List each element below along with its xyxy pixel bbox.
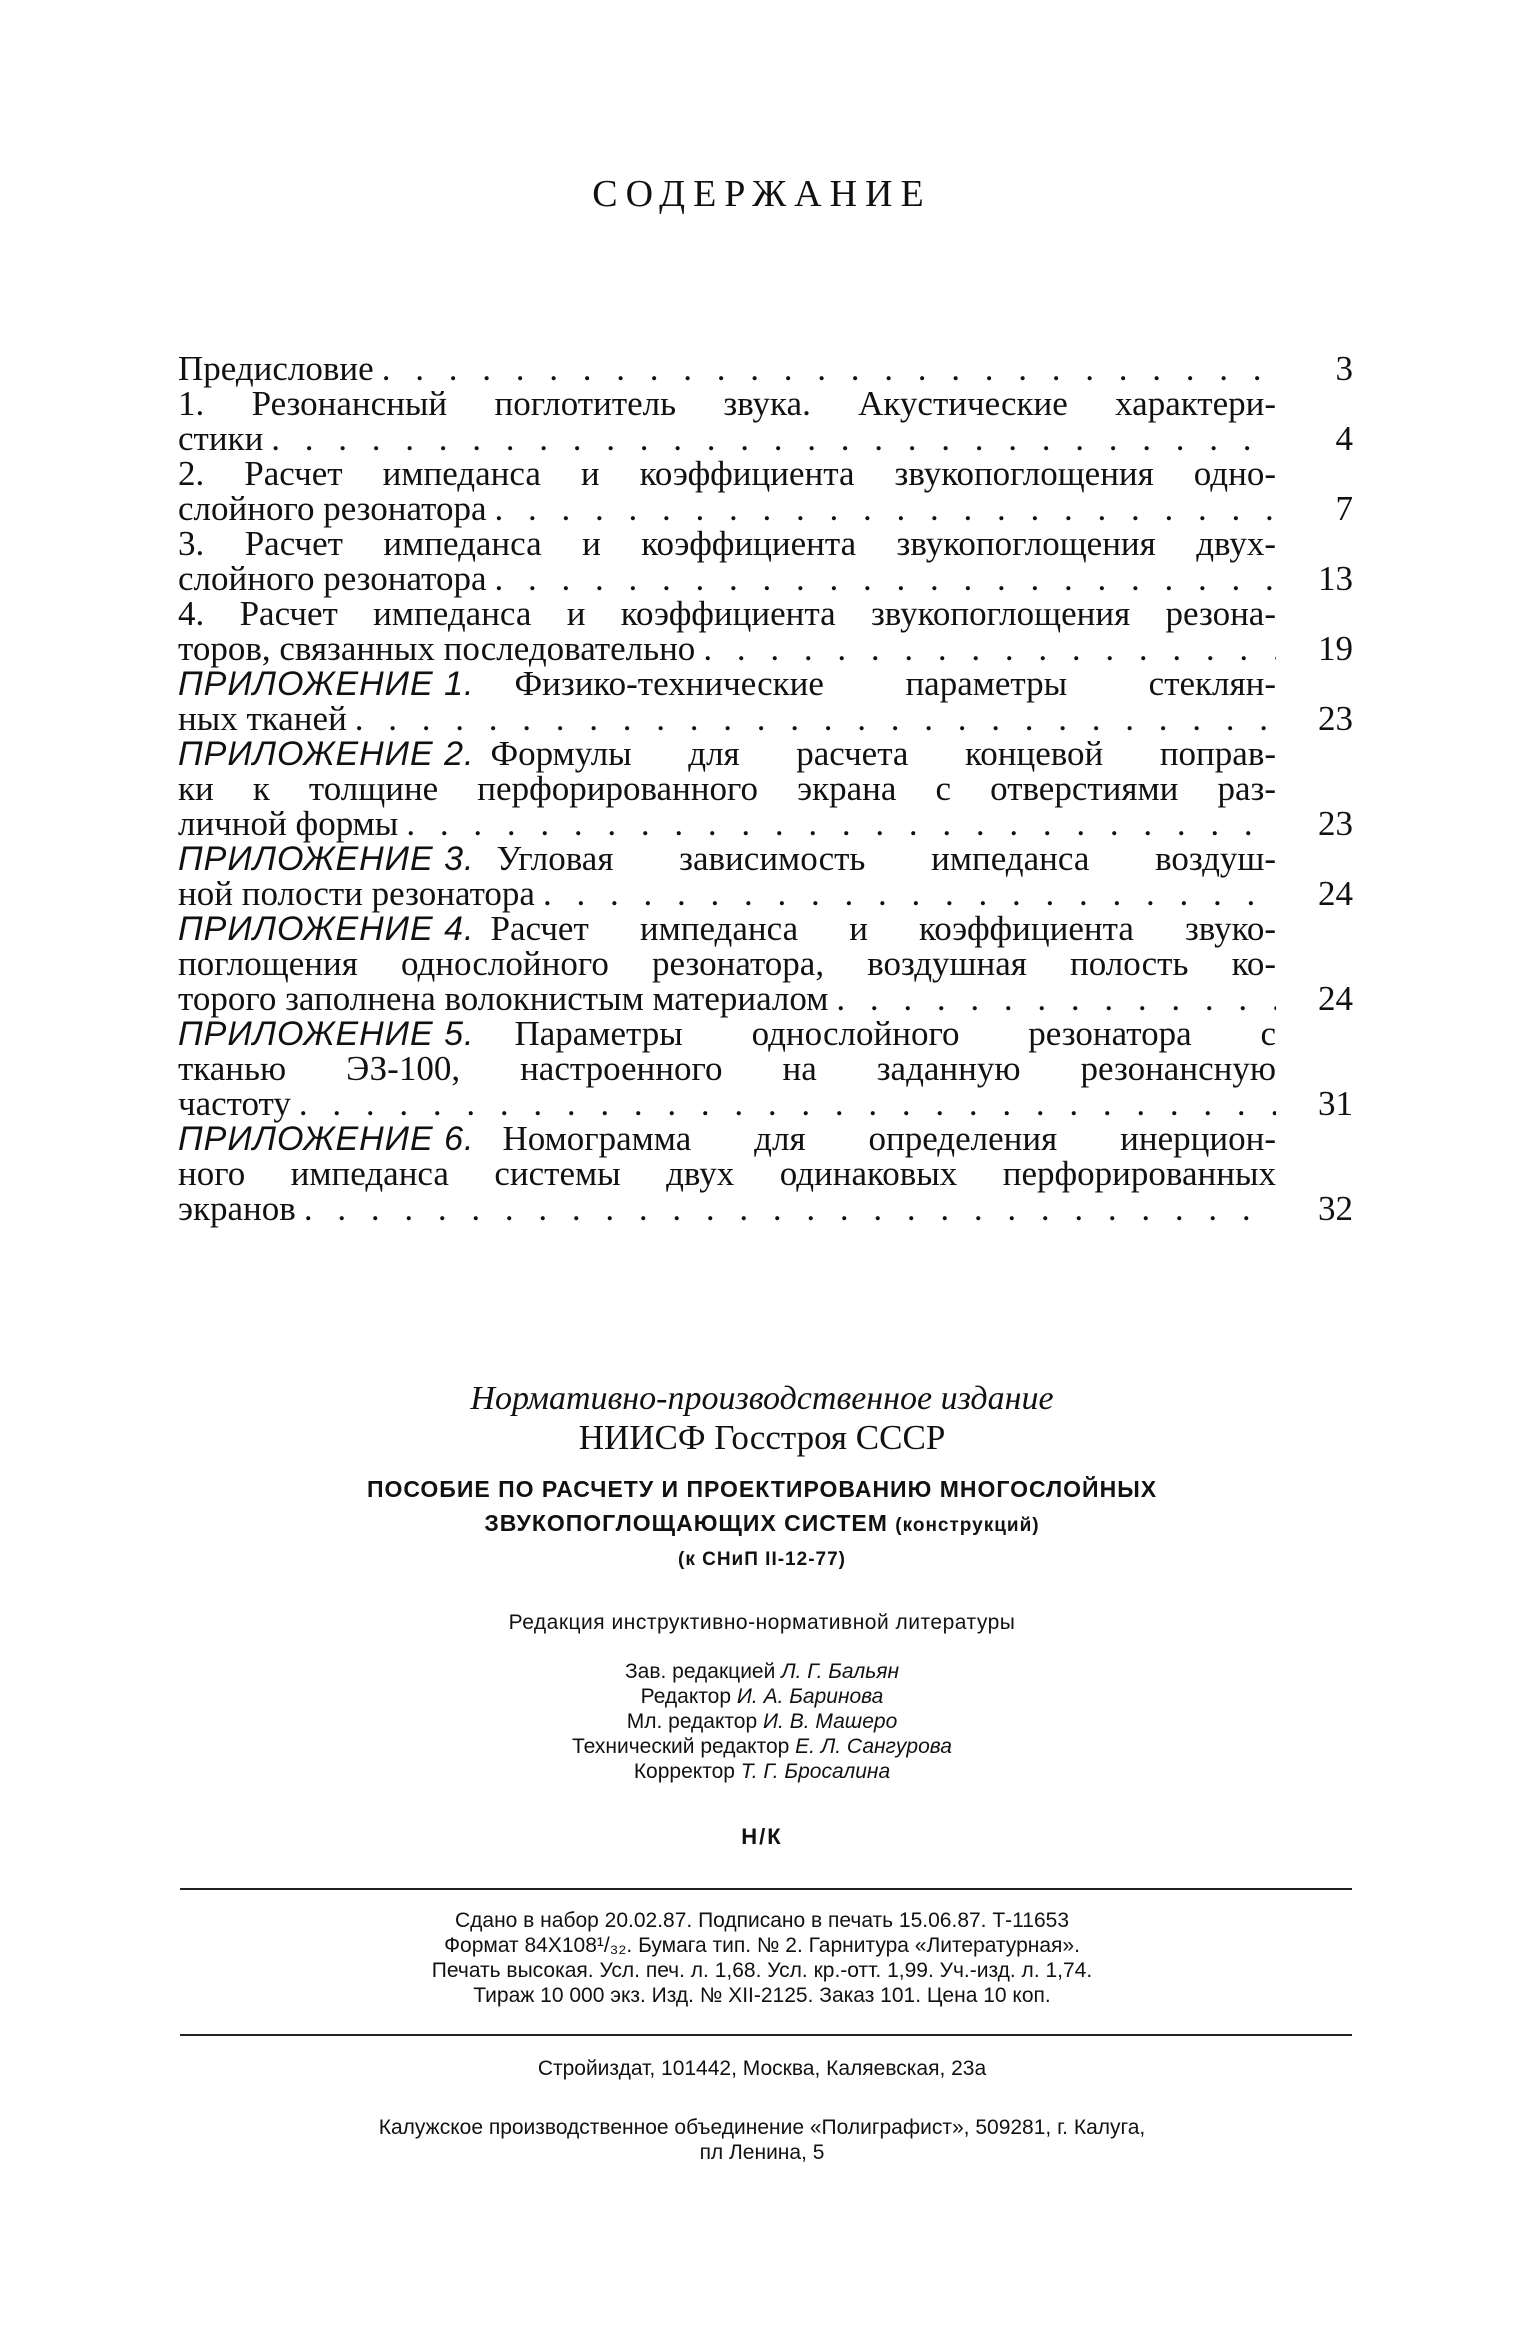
toc-entry-text: 3. Расчет импеданса и коэффициента звукопоглощения двух-	[178, 524, 1276, 563]
toc-entry-text: частоту	[178, 1084, 291, 1123]
toc-entry-2	[178, 456, 1353, 526]
staff-list	[0, 1659, 1524, 1784]
leader-dots	[703, 631, 1276, 666]
toc-entry-text: Расчет импеданса и коэффициента звуко-	[490, 909, 1276, 948]
toc-page-number: 7	[1335, 489, 1353, 528]
leader-dots	[495, 491, 1276, 526]
appendix-label: ПРИЛОЖЕНИЕ 4.	[178, 910, 475, 948]
leader-dots	[495, 561, 1276, 596]
book-title-line-2-suffix: (конструкций)	[895, 1515, 1040, 1536]
staff-row: Редактор И. А. Баринова	[640, 1685, 884, 1708]
toc-entry-appendix-3	[178, 841, 1353, 911]
book-title	[0, 1472, 1524, 1577]
organization: НИИСФ Госстроя СССР	[578, 1418, 946, 1457]
toc-page-number: 23	[1318, 699, 1353, 738]
toc-entry-4	[178, 596, 1353, 666]
toc-entry-text: 1. Резонансный поглотитель звука. Акустические характери-	[178, 384, 1276, 423]
toc-entry-text: Физико-технические параметры стеклян-	[514, 664, 1276, 703]
book-title-line-3: (к СНиП II-12-77)	[678, 1549, 846, 1570]
toc-heading: СОДЕРЖАНИЕ	[592, 173, 932, 215]
toc-entry-text: слойного резонатора	[178, 489, 487, 528]
output-data-line: Печать высокая. Усл. печ. л. 1,68. Усл. кр.-отт. 1,99. Уч.-изд. л. 1,74.	[431, 1959, 1093, 1982]
toc-page-number: 24	[1318, 979, 1353, 1018]
toc-entry-text: Предисловие	[178, 349, 374, 388]
table-of-contents	[178, 351, 1353, 1226]
book-title-line-2: ЗВУКОПОГЛОЩАЮЩИХ СИСТЕМ	[484, 1510, 888, 1536]
toc-entry-text: ной полости резонатора	[178, 874, 535, 913]
edition-type: Нормативно-производственное издание	[470, 1380, 1054, 1417]
toc-entry-text: слойного резонатора	[178, 559, 487, 598]
toc-entry-appendix-6	[178, 1121, 1353, 1226]
toc-page-number: 24	[1318, 874, 1353, 913]
output-data-line: Формат 84X108¹/₃₂. Бумага тип. № 2. Гарнитура «Литературная».	[444, 1934, 1080, 1957]
toc-entry-text: Параметры однослойного резонатора с	[514, 1014, 1276, 1053]
nk-mark: Н/К	[741, 1824, 783, 1849]
staff-row: Мл. редактор И. В. Машеро	[626, 1710, 898, 1733]
toc-entry-text: ного импеданса системы двух одинаковых перфорированных	[178, 1154, 1276, 1193]
toc-entry-text: личной формы	[178, 804, 399, 843]
divider-bottom	[180, 2034, 1352, 2036]
toc-entry-appendix-1	[178, 666, 1353, 736]
toc-entry-text: ки к толщине перфорированного экрана с отверстиями раз-	[178, 769, 1276, 808]
toc-entry-text: Номограмма для определения инерцион-	[502, 1119, 1276, 1158]
book-title-line-1: ПОСОБИЕ ПО РАСЧЕТУ И ПРОЕКТИРОВАНИЮ МНОГОСЛОЙНЫХ	[366, 1476, 1158, 1502]
toc-entry-text: торого заполнена волокнистым материалом	[178, 979, 829, 1018]
staff-row: Технический редактор Е. Л. Сангурова	[572, 1735, 952, 1758]
toc-entry-text: Формулы для расчета концевой поправ-	[490, 734, 1276, 773]
toc-page-number: 13	[1318, 559, 1353, 598]
toc-entry-text: 2. Расчет импеданса и коэффициента звукопоглощения одно-	[178, 454, 1276, 493]
toc-page-number: 3	[1335, 349, 1353, 388]
toc-entry-appendix-4	[178, 911, 1353, 1016]
editorial-office: Редакция инструктивно-нормативной литературы	[508, 1611, 1016, 1634]
toc-entry-3	[178, 526, 1353, 596]
imprint-block	[0, 1380, 1524, 1850]
toc-entry-preface	[178, 351, 1353, 386]
appendix-label: ПРИЛОЖЕНИЕ 1.	[178, 665, 475, 703]
toc-entry-text: Угловая зависимость импеданса воздуш-	[496, 839, 1276, 878]
toc-entry-appendix-2	[178, 736, 1353, 841]
toc-page-number: 23	[1318, 804, 1353, 843]
leader-dots	[406, 806, 1276, 841]
publisher-address: Стройиздат, 101442, Москва, Каляевская, 23а	[537, 2057, 987, 2080]
divider-top	[180, 1888, 1352, 1890]
output-data-line: Сдано в набор 20.02.87. Подписано в печать 15.06.87. Т-11653	[454, 1909, 1070, 1932]
leader-dots	[299, 1086, 1276, 1121]
staff-row: Корректор Т. Г. Бросалина	[633, 1760, 891, 1783]
toc-entry-text: тканью ЭЗ-100, настроенного на заданную резонансную	[178, 1049, 1276, 1088]
toc-entry-text: ных тканей	[178, 699, 347, 738]
toc-entry-text: экранов	[178, 1189, 296, 1228]
toc-page-number: 4	[1335, 419, 1353, 458]
toc-entry-text: 4. Расчет импеданса и коэффициента звукопоглощения резона-	[178, 594, 1276, 633]
toc-page-number: 19	[1318, 629, 1353, 668]
appendix-label: ПРИЛОЖЕНИЕ 6.	[178, 1120, 475, 1158]
appendix-label: ПРИЛОЖЕНИЕ 2.	[178, 735, 475, 773]
toc-entry-text: поглощения однослойного резонатора, воздушная полость ко-	[178, 944, 1276, 983]
toc-entry-text: торов, связанных последовательно	[178, 629, 696, 668]
leader-dots	[355, 701, 1276, 736]
leader-dots	[304, 1191, 1276, 1226]
appendix-label: ПРИЛОЖЕНИЕ 5.	[178, 1015, 475, 1053]
leader-dots	[543, 876, 1276, 911]
toc-entry-appendix-5	[178, 1016, 1353, 1121]
leader-dots	[836, 981, 1276, 1016]
output-data-line: Тираж 10 000 экз. Изд. № XII-2125. Заказ 101. Цена 10 коп.	[473, 1984, 1051, 2007]
printer-address	[0, 2115, 1524, 2165]
leader-dots	[271, 421, 1276, 456]
printer-line: Калужское производственное объединение «Полиграфист», 509281, г. Калуга,	[378, 2116, 1146, 2139]
toc-page-number: 32	[1318, 1189, 1353, 1228]
output-data	[0, 1908, 1524, 2008]
toc-entry-1	[178, 386, 1353, 456]
leader-dots	[382, 351, 1276, 386]
printer-line: пл Ленина, 5	[699, 2141, 825, 2164]
toc-entry-text: стики	[178, 419, 264, 458]
appendix-label: ПРИЛОЖЕНИЕ 3.	[178, 840, 475, 878]
staff-row: Зав. редакцией Л. Г. Бальян	[624, 1660, 900, 1683]
toc-page-number: 31	[1318, 1084, 1353, 1123]
